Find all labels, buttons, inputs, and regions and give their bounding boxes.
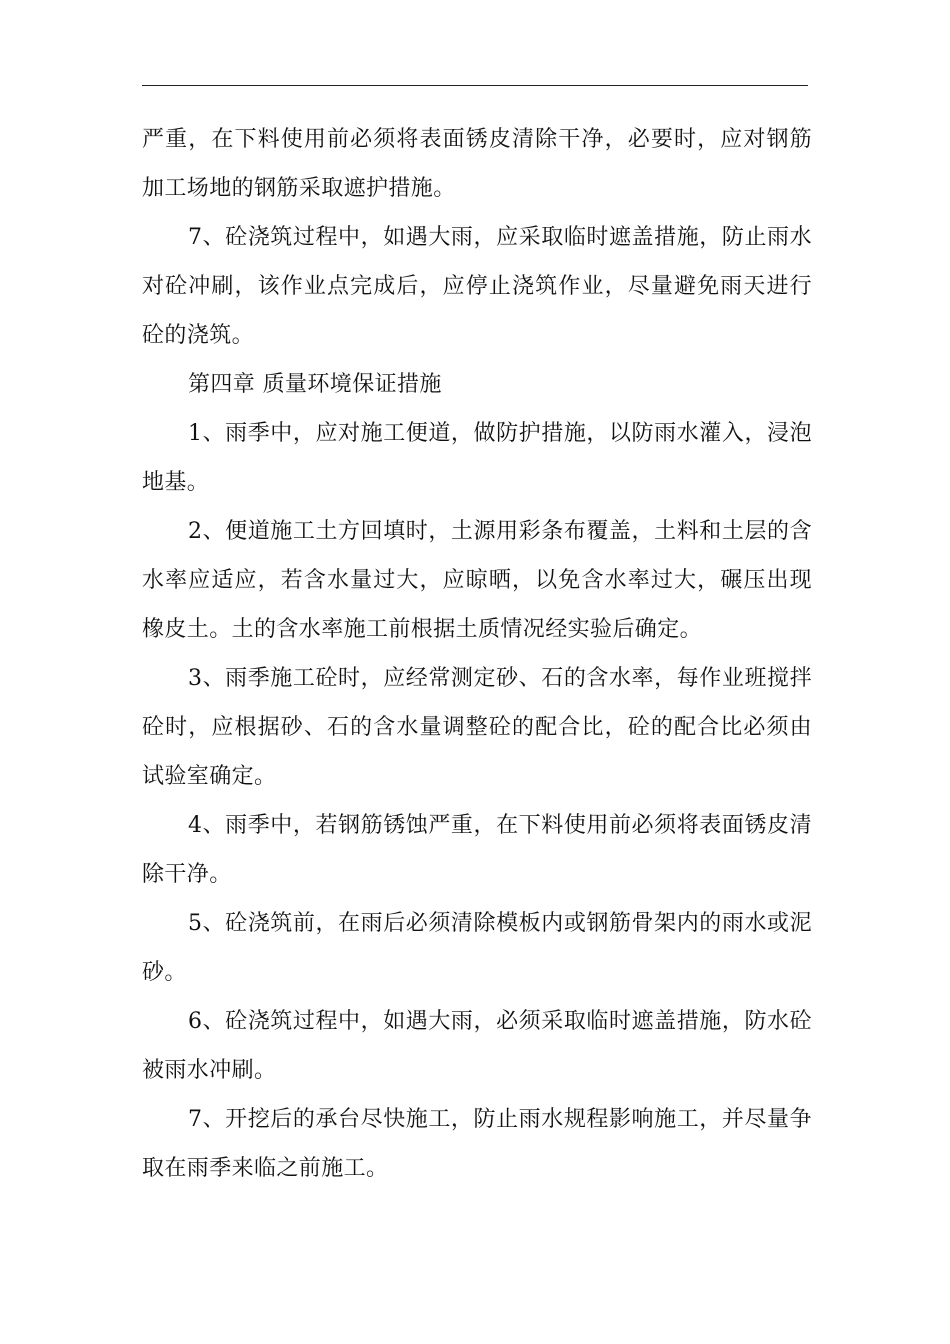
list-item: 2、便道施工土方回填时，土源用彩条布覆盖，土料和土层的含水率应适应，若含水量过大，应晾晒，以免含水率过大，碾压出现橡皮土。土的含水率施工前根据土质情况经实验后确定。	[142, 519, 812, 642]
chapter-heading: 第四章 质量环境保证措施	[188, 372, 442, 397]
list-item: 4、雨季中，若钢筋锈蚀严重，在下料使用前必须将表面锈皮清除干净。	[142, 813, 812, 887]
paragraph-item-7-rain-pouring: 7、砼浇筑过程中，如遇大雨，应采取临时遮盖措施，防止雨水对砼冲刷，该作业点完成后，应停止浇筑作业，尽量避免雨天进行砼的浇筑。	[142, 225, 812, 348]
list-item: 7、开挖后的承台尽快施工，防止雨水规程影响施工，并尽量争取在雨季来临之前施工。	[142, 1107, 812, 1181]
list-item: 1、雨季中，应对施工便道，做防护措施，以防雨水灌入，浸泡地基。	[142, 421, 812, 495]
paragraph-continued: 严重，在下料使用前必须将表面锈皮清除干净，必要时，应对钢筋加工场地的钢筋采取遮护措施。	[142, 127, 812, 201]
list-item: 3、雨季施工砼时，应经常测定砂、石的含水率，每作业班搅拌砼时，应根据砂、石的含水量调整砼的配合比，砼的配合比必须由试验室确定。	[142, 666, 812, 789]
header-rule	[142, 85, 808, 86]
list-item: 6、砼浇筑过程中，如遇大雨，必须采取临时遮盖措施，防水砼被雨水冲刷。	[142, 1009, 812, 1083]
list-item: 5、砼浇筑前，在雨后必须清除模板内或钢筋骨架内的雨水或泥砂。	[142, 911, 812, 985]
document-body	[142, 115, 812, 1193]
